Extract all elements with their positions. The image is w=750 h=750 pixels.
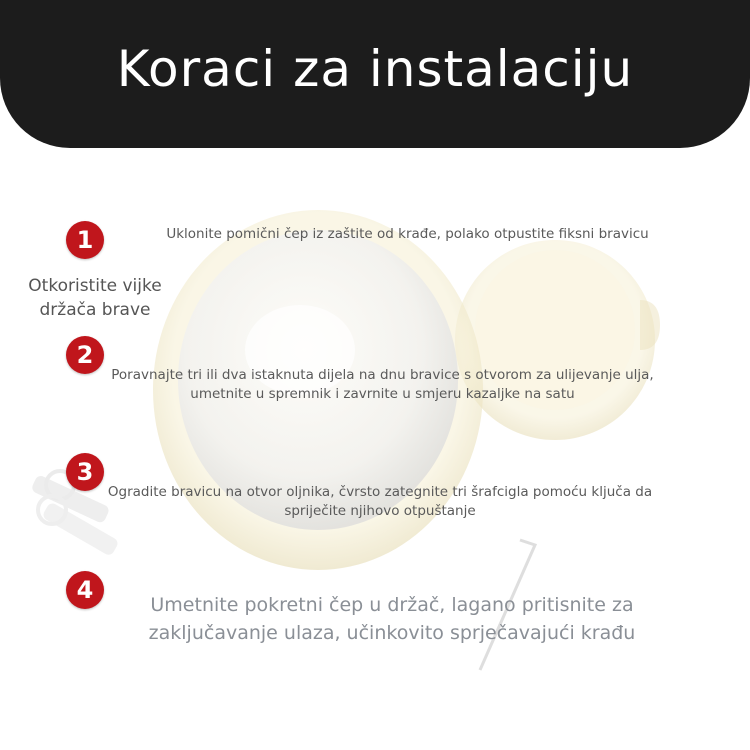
step-1-text xyxy=(120,225,695,243)
step-2-line1: Poravnajte tri ili dva istaknuta dijela na dnu bravice s otvorom za ulijevanje ulja, xyxy=(111,367,654,383)
step-2-text xyxy=(80,366,685,404)
step-1-line1: Uklonite pomični čep iz zaštite od krađe, polako otpustite fiksni bravicu xyxy=(166,226,649,242)
step-3-line2: spriječite njihovo otpuštanje xyxy=(284,503,476,519)
side-note xyxy=(20,274,170,322)
step-3-line1: Ogradite bravicu na otvor oljnika, čvrsto zategnite tri šrafcigla pomoću ključa da xyxy=(107,484,653,500)
step-4-line1: Umetnite pokretni čep u držač, lagano pritisnite za xyxy=(150,594,634,616)
step-2-line2: umetnite u spremnik i zavrnite u smjeru kazaljke na satu xyxy=(190,386,575,402)
side-note-line1: Otkoristite vijke xyxy=(28,276,162,296)
step-4-badge: 4 xyxy=(66,571,104,609)
step-2-badge: 2 xyxy=(66,336,104,374)
step-4-line2: zaključavanje ulaza, učinkovito sprječavajući krađu xyxy=(148,622,636,644)
step-1-badge: 1 xyxy=(66,221,104,259)
step-4-text xyxy=(92,591,692,647)
side-note-line2: držača brave xyxy=(39,300,151,320)
header-banner xyxy=(0,0,750,148)
lid-illustration xyxy=(455,240,660,440)
step-3-text xyxy=(75,483,685,521)
page-title: Koraci za instalaciju xyxy=(116,40,634,98)
step-3-badge: 3 xyxy=(66,453,104,491)
